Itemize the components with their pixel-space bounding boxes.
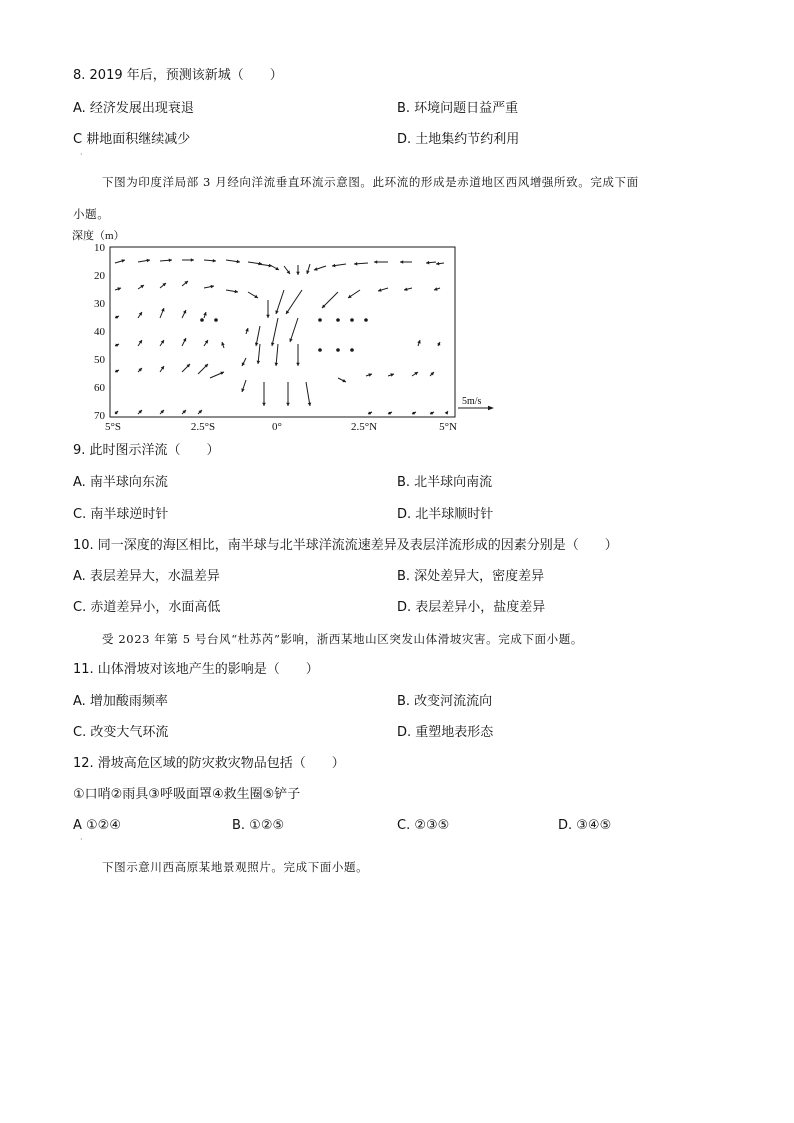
current-arrow [306, 382, 311, 406]
x-tick-label: 0° [272, 421, 282, 433]
current-arrow [182, 281, 188, 286]
q12-option-d: D. ③④⑤ [558, 818, 612, 833]
x-tick-label: 5°S [104, 421, 122, 433]
plot-frame [110, 247, 455, 417]
y-tick-label: 50 [94, 354, 105, 366]
current-arrow [388, 373, 394, 376]
calm-dot [350, 348, 354, 352]
current-arrow [286, 290, 302, 314]
current-arrow [338, 378, 346, 382]
current-arrow [204, 285, 214, 289]
q8-option-a: A. 经济发展出现衰退 [73, 101, 194, 116]
current-arrow [412, 372, 418, 376]
calm-dot [318, 348, 322, 352]
intro-landslide: 受 2023 年第 5 号台风“杜苏芮”影响，浙西某地山区突发山体滑坡灾害。完成下面小题。 [102, 632, 583, 646]
current-arrow [400, 260, 412, 264]
stray-dot: · [80, 150, 83, 159]
current-arrow [255, 326, 260, 346]
q9-option-b: B. 北半球向南流 [397, 475, 493, 490]
current-arrow [374, 260, 388, 264]
q11-stem: 11. 山体滑坡对该地产生的影响是（ ） [73, 662, 319, 677]
q8-option-c: C 耕地面积继续减少 [73, 132, 191, 147]
q8-option-b: B. 环境问题日益严重 [397, 101, 519, 116]
current-arrow [160, 308, 164, 318]
current-arrow [436, 262, 444, 266]
current-arrow [354, 262, 368, 266]
current-arrow [274, 344, 278, 366]
current-arrow [332, 264, 346, 268]
current-arrow [210, 372, 224, 378]
current-arrow [366, 373, 372, 376]
depth-axis-label: 深度（m） [72, 230, 125, 242]
q9-stem: 9. 此时图示洋流（ ） [73, 443, 220, 458]
current-arrow [284, 266, 290, 274]
current-arrow [138, 410, 142, 414]
current-arrow [160, 258, 172, 262]
q11-option-d: D. 重塑地表形态 [397, 725, 494, 740]
current-arrow [262, 382, 266, 406]
current-arrow [266, 300, 270, 318]
current-arrow [430, 372, 434, 376]
ocean-circulation-figure [70, 226, 500, 436]
q10-option-b: B. 深处差异大，密度差异 [397, 569, 545, 584]
current-arrow [221, 342, 224, 348]
current-arrow [258, 264, 272, 268]
current-arrow [182, 338, 186, 346]
q10-option-d: D. 表层差异小，盐度差异 [397, 600, 546, 615]
current-arrow [138, 259, 150, 263]
current-arrow [296, 265, 300, 275]
current-arrow [115, 259, 125, 263]
q10-option-c: C. 赤道差异小，水面高低 [73, 600, 221, 615]
current-arrow [426, 261, 436, 265]
current-arrow [203, 312, 206, 318]
current-arrow [182, 258, 194, 262]
calm-dot [214, 318, 218, 322]
calm-dot [336, 318, 340, 322]
q12-option-b: B. ①②⑤ [232, 818, 285, 833]
scale-arrowhead [488, 406, 494, 410]
calm-dot [350, 318, 354, 322]
q12-items: ①口哨②雨具③呼吸面罩④救生圈⑤铲子 [73, 787, 301, 802]
x-tick-label: 2.5°S [190, 421, 216, 433]
current-arrow [430, 412, 434, 415]
current-arrow [204, 340, 208, 346]
current-arrow [114, 411, 118, 415]
current-arrow [368, 412, 372, 415]
y-tick-label: 20 [94, 270, 105, 282]
x-tick-label: 5°N [439, 421, 457, 433]
current-arrow [445, 411, 448, 415]
intro-ocean-circulation-cont: 小题。 [73, 207, 110, 221]
intro-ocean-circulation: 下图为印度洋局部 3 月经向洋流垂直环流示意图。此环流的形成是赤道地区西风增强所致。完成下面 [102, 175, 639, 189]
current-arrow [434, 287, 440, 290]
y-tick-label: 70 [94, 410, 105, 422]
calm-dot [200, 318, 204, 322]
current-arrow [412, 412, 416, 415]
current-arrow [226, 260, 240, 264]
intro-plateau-photo: 下图示意川西高原某地景观照片。完成下面小题。 [102, 860, 369, 874]
q8-stem: 8. 2019 年后，预测该新城（ ） [73, 68, 283, 83]
current-arrow [404, 287, 412, 290]
current-arrow [204, 259, 216, 263]
current-arrow [115, 344, 119, 347]
y-tick-label: 30 [94, 298, 105, 310]
current-arrow [378, 288, 388, 292]
current-arrow [115, 287, 121, 290]
current-arrow [271, 318, 278, 346]
current-arrow [138, 368, 142, 372]
current-arrow [198, 364, 208, 374]
y-tick-label: 40 [94, 326, 105, 338]
current-arrow [182, 310, 186, 318]
current-arrow [160, 340, 164, 346]
q9-option-d: D. 北半球顺时针 [397, 507, 494, 522]
current-arrow [160, 283, 166, 288]
current-arrow [275, 290, 284, 314]
current-arrow [286, 382, 290, 406]
scale-label: 5m/s [462, 396, 482, 407]
y-tick-label: 60 [94, 382, 105, 394]
current-arrow [257, 344, 261, 364]
current-arrow [248, 262, 262, 266]
current-arrow [182, 364, 190, 372]
current-arrow [115, 316, 119, 319]
current-arrow [138, 340, 142, 346]
current-arrow [348, 290, 360, 298]
current-arrow [226, 290, 238, 294]
current-arrow [198, 410, 202, 414]
current-arrow [138, 285, 144, 289]
calm-dot [318, 318, 322, 322]
current-arrow [289, 318, 298, 342]
current-arrow [322, 292, 338, 308]
current-arrow [248, 292, 258, 298]
current-arrow [314, 266, 326, 271]
q12-option-a: A ①②④ [73, 818, 121, 833]
q11-option-a: A. 增加酸雨频率 [73, 694, 168, 709]
q12-option-c: C. ②③⑤ [397, 818, 450, 833]
current-arrow [241, 380, 246, 392]
current-arrow [306, 264, 310, 274]
current-arrow [160, 410, 164, 414]
y-tick-label: 10 [94, 242, 105, 254]
current-arrow [437, 342, 440, 346]
q9-option-c: C. 南半球逆时针 [73, 507, 169, 522]
current-arrow [182, 410, 186, 414]
stray-dot: · [80, 835, 83, 844]
q12-stem: 12. 滑坡高危区域的防灾救灾物品包括（ ） [73, 756, 345, 771]
current-arrow [115, 370, 119, 373]
current-arrow [160, 366, 164, 372]
current-arrow [417, 340, 420, 346]
current-arrow [296, 344, 300, 366]
q10-option-a: A. 表层差异大，水温差异 [73, 569, 220, 584]
q11-option-b: B. 改变河流流向 [397, 694, 493, 709]
current-arrow [138, 312, 142, 318]
current-arrow [242, 358, 246, 366]
x-tick-label: 2.5°N [350, 421, 378, 433]
current-arrow [388, 412, 392, 415]
q9-option-a: A. 南半球向东流 [73, 475, 168, 490]
q11-option-c: C. 改变大气环流 [73, 725, 169, 740]
calm-dot [336, 348, 340, 352]
calm-dot [364, 318, 368, 322]
q10-stem: 10. 同一深度的海区相比，南半球与北半球洋流流速差异及表层洋流形成的因素分别是（ ） [73, 538, 618, 553]
current-arrow [270, 265, 279, 270]
q8-option-d: D. 土地集约节约利用 [397, 132, 520, 147]
current-arrow [245, 328, 248, 334]
